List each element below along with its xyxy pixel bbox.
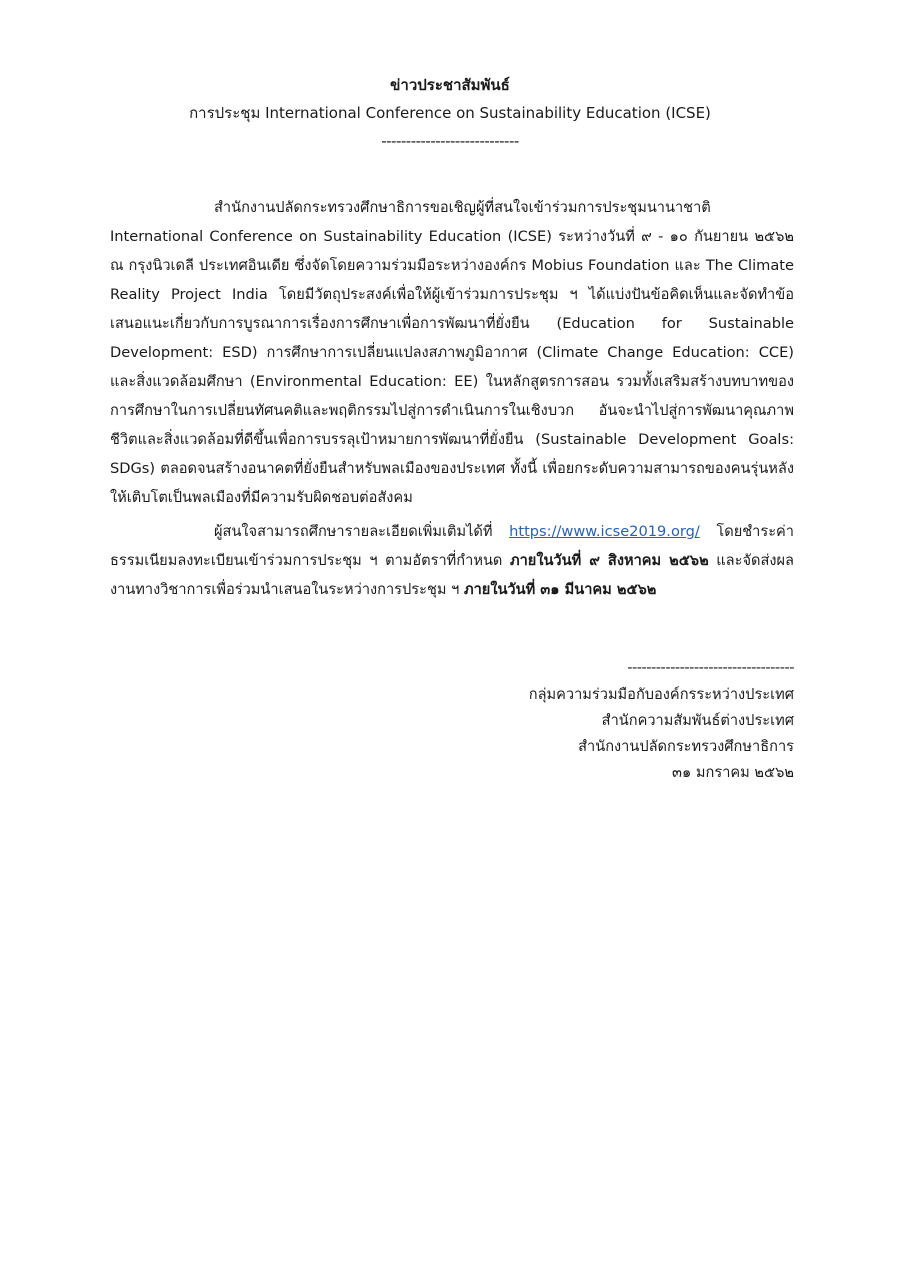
- submission-deadline: ภายในวันที่ ๓๑ มีนาคม ๒๕๖๒: [463, 581, 657, 598]
- document-subtitle: การประชุม International Conference on Sustainability Education (ICSE): [189, 104, 711, 122]
- paragraph-2-fee-text: โดยชำระค่าธรรมเนียมลงทะเบียนเข้าร่วมการประชุม ฯ ตามอัตราที่กำหนด: [110, 523, 794, 569]
- paragraph-2-intro: ผู้สนใจสามารถศึกษารายละเอียดเพิ่มเติมได้ที่: [214, 523, 510, 540]
- signature-division: กลุ่มความร่วมมือกับองค์กรระหว่างประเทศ: [528, 686, 794, 703]
- signature-bureau: สำนักความสัมพันธ์ต่างประเทศ: [601, 712, 794, 729]
- document-title: ข่าวประชาสัมพันธ์: [390, 76, 510, 94]
- signature-date: ๓๑ มกราคม ๒๕๖๒: [672, 764, 794, 781]
- icse-website-link[interactable]: https://www.icse2019.org/: [509, 523, 700, 540]
- registration-deadline: ภายในวันที่ ๙ สิงหาคม ๒๕๖๒: [509, 552, 709, 569]
- signature-office: สำนักงานปลัดกระทรวงศึกษาธิการ: [578, 738, 794, 755]
- paragraph-2-middle-text: และจัดส่งผลงานทางวิชาการเพื่อร่วมนำเสนอในระหว่างการประชุม ฯ: [110, 552, 795, 598]
- title-separator: ----------------------------: [381, 132, 519, 150]
- body-paragraph-2: [110, 517, 794, 604]
- body-paragraph-1: สำนักงานปลัดกระทรวงศึกษาธิการขอเชิญผู้ที่สนใจเข้าร่วมการประชุมนานาชาติ International Conference on Sustainability Education (ICSE) ระหว่างวันที่ ๙ - ๑๐ กันยายน ๒๕๖๒ ณ กรุงนิวเดลี ประเทศอินเดีย ซึ่งจัดโดยความร่วมมือระหว่างองค์กร Mobius Foundation และ The Climate Reality Project India โดยมีวัตถุประสงค์เพื่อให้ผู้เข้าร่วมการประชุม ฯ ได้แบ่งปันข้อคิดเห็นและจัดทำข้อเสนอแนะเกี่ยวกับการบูรณาการเรื่องการศึกษาเพื่อการพัฒนาที่ยั่งยืน (Education for Sustainable Development: ESD) การศึกษาการเปลี่ยนแปลงสภาพภูมิอากาศ (Climate Change Education: CCE) และสิ่งแวดล้อมศึกษา (Environmental Education: EE) ในหลักสูตรการสอน รวมทั้งเสริมสร้างบทบาทของการศึกษาในการเปลี่ยนทัศนคติและพฤติกรรมไปสู่การดำเนินการในเชิงบวก อันจะนำไปสู่การพัฒนาคุณภาพชีวิตและสิ่งแวดล้อมที่ดีขึ้นเพื่อการบรรลุเป้าหมายการพัฒนาที่ยั่งยืน (Sustainable Development Goals: SDGs) ตลอดจนสร้างอนาคตที่ยั่งยืนสำหรับพลเมืองของประเทศ ทั้งนี้ เพื่อยกระดับความสามารถของคนรุ่นหลังให้เติบโตเป็นพลเมืองที่มีความรับผิดชอบต่อสังคม: [110, 199, 794, 506]
- signature-line: -----------------------------------: [627, 659, 794, 676]
